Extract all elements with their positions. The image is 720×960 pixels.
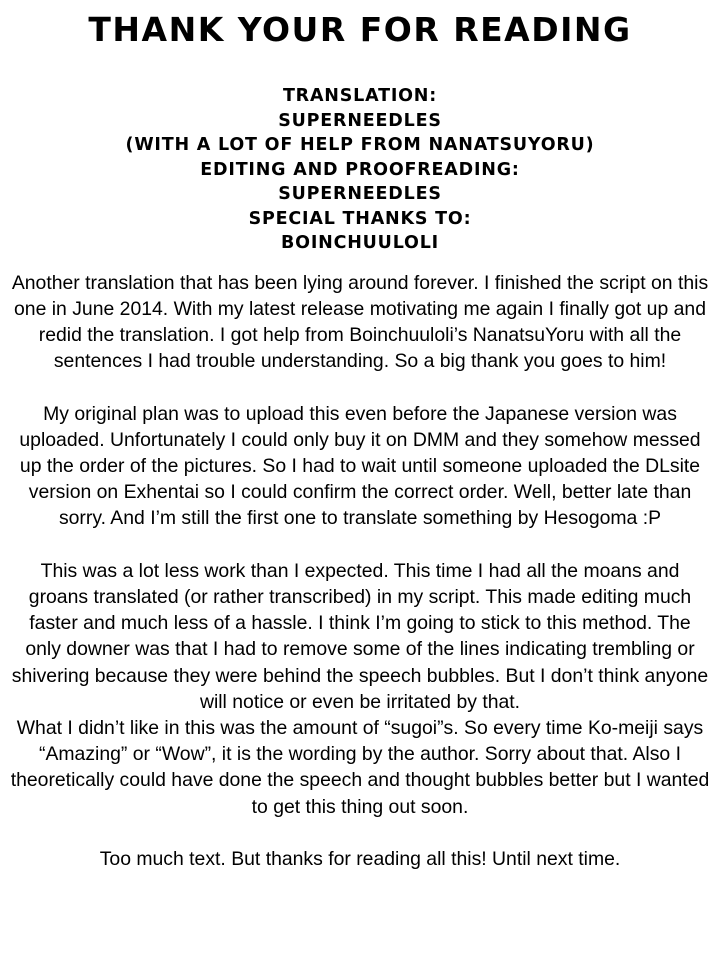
paragraph-upload-plan: My original plan was to upload this even before the Japanese version was uploaded. Unfortunately I could only buy it on DMM and they somehow messed up the order of the pictures. So I had to wait until someone uploaded the DLsite version on Exhentai so I could confirm the correct order. Well, better late than sorry. And I’m still the first one to translate something by Hesogoma :P	[19, 402, 701, 530]
paragraph-sugoi: What I didn’t like in this was the amount of “sugoi”s. So every time Ko-meiji says “Amazing” or “Wow”, it is the wording by the author. Sorry about that. Also I theoretically could have done the speech and thought bubbles better but I wanted to get this thing out soon.	[10, 716, 710, 818]
notes-body	[10, 270, 710, 873]
credits-block	[10, 84, 710, 256]
page-title: THANK YOUR FOR READING	[88, 10, 632, 49]
credit-line-help-note: (WITH A LOT OF HELP FROM NANATSUYORU)	[125, 135, 595, 155]
paragraph-intro: Another translation that has been lying around forever. I finished the script on this one in June 2014. With my latest release motivating me again I finally got up and redid the translation. I got help from Boinchuuloli’s NanatsuYoru with all the sentences I had trouble understanding. So a big thank you goes to him!	[11, 271, 709, 373]
paragraph-gap	[10, 820, 710, 846]
paragraph-gap	[10, 532, 710, 558]
credit-line-translator: SUPERNEEDLES	[278, 110, 442, 131]
paragraph-gap	[10, 374, 710, 400]
credit-line-translation-heading: TRANSLATION:	[282, 86, 438, 106]
paragraph-workload: This was a lot less work than I expected. This time I had all the moans and groans translated (or rather transcribed) in my script. This made editing much faster and much less of a hassle. I think I’m going to stick to this method. The only downer was that I had to remove some of the lines indicating trembling or shivering because they were behind the speech bubbles. But I don’t think anyone will notice or even be irritated by that.	[11, 559, 709, 713]
credit-line-editor: SUPERNEEDLES	[278, 184, 442, 204]
credit-line-thanks-heading: SPECIAL THANKS TO:	[248, 208, 472, 229]
paragraph-closing: Too much text. But thanks for reading all this! Until next time.	[99, 847, 621, 870]
credit-line-thanks-name: BOINCHUULOLI	[281, 233, 439, 253]
credit-line-editing-heading: EDITING AND PROOFREADING:	[200, 159, 520, 180]
